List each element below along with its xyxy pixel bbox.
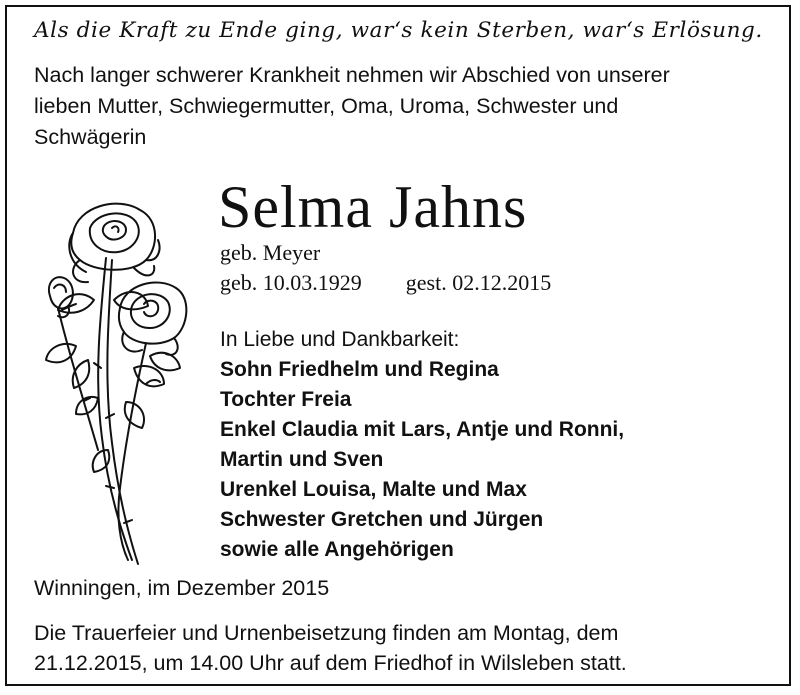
list-item: Schwester Gretchen und Jürgen [220, 508, 544, 531]
thanks-label: In Liebe und Dankbarkeit: [220, 328, 460, 351]
place-date: Winningen, im Dezember 2015 [34, 576, 330, 600]
list-item: Enkel Claudia mit Lars, Antje und Ronni, [220, 418, 625, 441]
list-item: Sohn Friedhelm und Regina [220, 358, 499, 381]
intro-text [34, 60, 774, 153]
list-item: Martin und Sven [220, 448, 384, 471]
motto-line: Als die Kraft zu Ende ging, war‘s kein Sterben, war‘s Erlösung. [34, 18, 763, 43]
maiden-name: geb. Meyer [220, 240, 321, 265]
intro-line: Nach langer schwerer Krankheit nehmen wir Abschied von unserer [34, 63, 670, 87]
service-line: 21.12.2015, um 14.00 Uhr auf dem Friedhof in Wilsleben statt. [34, 651, 627, 675]
birth-date: geb. 10.03.1929 [220, 270, 362, 295]
list-item: Urenkel Louisa, Malte und Max [220, 478, 527, 501]
service-line: Die Trauerfeier und Urnenbeisetzung finden am Montag, dem [34, 621, 619, 645]
intro-line: Schwägerin [34, 125, 147, 149]
intro-line: lieben Mutter, Schwiegermutter, Oma, Uroma, Schwester und [34, 94, 619, 118]
deceased-name: Selma Jahns [218, 174, 528, 240]
death-date: gest. 02.12.2015 [405, 270, 552, 295]
list-item: Tochter Freia [220, 388, 352, 411]
list-item: sowie alle Angehörigen [220, 538, 454, 561]
service-info [34, 618, 627, 678]
rose-illustration-icon [28, 188, 198, 573]
life-dates [220, 270, 551, 296]
mourners-list [220, 355, 624, 565]
